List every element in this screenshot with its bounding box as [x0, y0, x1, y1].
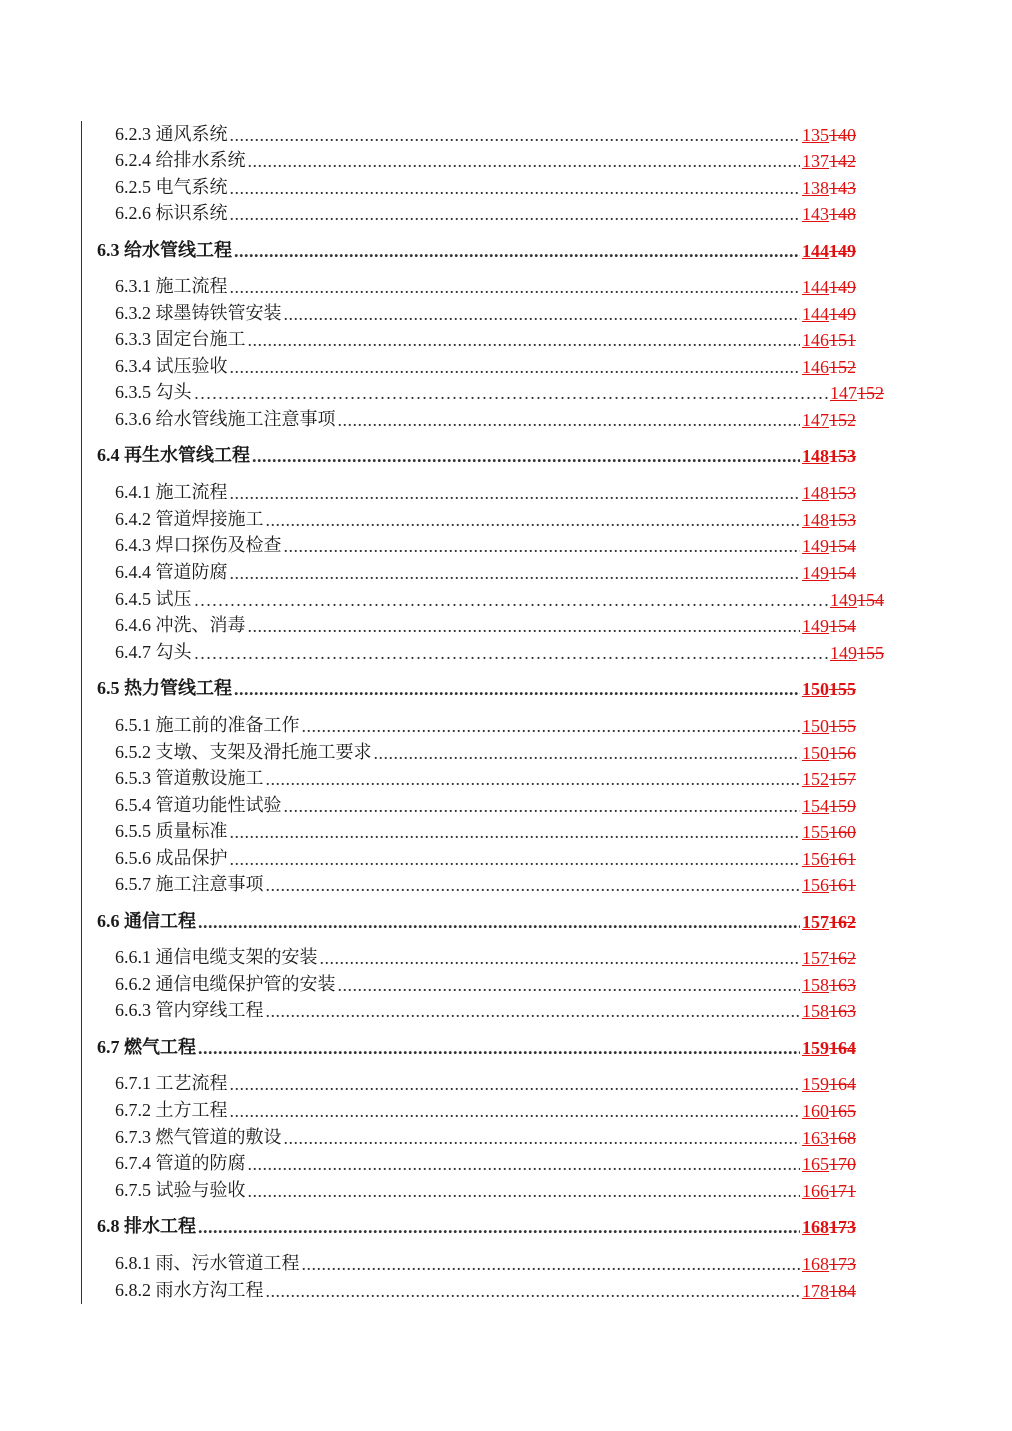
- toc-subsection-entry[interactable]: [115, 301, 856, 325]
- toc-dot-leader: [320, 948, 801, 969]
- deleted-page-number: 160: [829, 822, 856, 842]
- inserted-page-number: 178: [802, 1281, 829, 1301]
- toc-entry-title: 6.4 再生水管线工程: [97, 445, 250, 465]
- toc-page-number[interactable]: [802, 1101, 856, 1122]
- toc-page-number[interactable]: [802, 912, 856, 933]
- deleted-page-number: 171: [829, 1181, 856, 1201]
- toc-page-number[interactable]: [802, 679, 856, 700]
- toc-entry-title: 6.5.5 质量标准: [115, 821, 228, 841]
- toc-dot-leader: [230, 204, 801, 225]
- toc-section-entry[interactable]: [97, 909, 856, 933]
- inserted-page-number: 135: [802, 125, 829, 145]
- deleted-page-number: 163: [829, 975, 856, 995]
- inserted-page-number: 165: [802, 1154, 829, 1174]
- deleted-page-number: 148: [829, 204, 856, 224]
- toc-page-number[interactable]: [802, 277, 856, 298]
- inserted-page-number: 152: [802, 769, 829, 789]
- toc-entry-title: 6.8 排水工程: [97, 1216, 196, 1236]
- toc-page-number[interactable]: [802, 330, 856, 351]
- inserted-page-number: 149: [830, 643, 857, 663]
- toc-page-number[interactable]: [802, 849, 856, 870]
- toc-page-number[interactable]: [802, 716, 856, 737]
- inserted-page-number: 150: [802, 716, 829, 736]
- toc-subsection-entry[interactable]: [115, 122, 856, 146]
- deleted-page-number: 155: [857, 643, 884, 663]
- deleted-page-number: 151: [829, 330, 856, 350]
- toc-page-number[interactable]: [802, 1181, 856, 1202]
- toc-entry-title: 6.5.3 管道敷设施工: [115, 768, 264, 788]
- deleted-page-number: 173: [829, 1217, 856, 1237]
- toc-entry-title: 6.2.6 标识系统: [115, 203, 228, 223]
- inserted-page-number: 137: [802, 151, 829, 171]
- toc-dot-leader: [230, 563, 801, 584]
- toc-subsection-entry[interactable]: [115, 507, 856, 531]
- deleted-page-number: 153: [829, 446, 856, 466]
- inserted-page-number: 144: [802, 241, 829, 261]
- toc-subsection-entry[interactable]: [115, 1251, 856, 1275]
- toc-page-number[interactable]: [802, 796, 856, 817]
- inserted-page-number: 163: [802, 1128, 829, 1148]
- toc-dot-leader: [230, 178, 801, 199]
- toc-entry-title: 6.3.2 球墨铸铁管安装: [115, 303, 282, 323]
- toc-entry-title: 6.5 热力管线工程: [97, 678, 232, 698]
- toc-page-number[interactable]: [802, 1281, 856, 1302]
- deleted-page-number: 152: [857, 383, 884, 403]
- toc-subsection-entry[interactable]: [115, 1125, 856, 1149]
- toc-page-number[interactable]: [802, 1038, 856, 1059]
- toc-dot-leader: [194, 383, 829, 404]
- inserted-page-number: 158: [802, 1001, 829, 1021]
- toc-subsection-entry[interactable]: [115, 740, 856, 764]
- inserted-page-number: 168: [802, 1217, 829, 1237]
- deleted-page-number: 149: [829, 277, 856, 297]
- inserted-page-number: 144: [802, 304, 829, 324]
- toc-entry-title: 6.2.5 电气系统: [115, 177, 228, 197]
- inserted-page-number: 160: [802, 1101, 829, 1121]
- inserted-page-number: 146: [802, 330, 829, 350]
- toc-subsection-entry[interactable]: [115, 998, 856, 1022]
- deleted-page-number: 154: [829, 563, 856, 583]
- toc-subsection-entry[interactable]: [115, 613, 856, 637]
- inserted-page-number: 155: [802, 822, 829, 842]
- toc-dot-leader: [198, 1217, 800, 1238]
- toc-entry-title: 6.7.3 燃气管道的敷设: [115, 1127, 282, 1147]
- toc-subsection-entry[interactable]: [115, 201, 856, 225]
- deleted-page-number: 162: [829, 948, 856, 968]
- toc-entry-title: 6.4.4 管道防腐: [115, 562, 228, 582]
- inserted-page-number: 147: [802, 410, 829, 430]
- deleted-page-number: 159: [829, 796, 856, 816]
- toc-page-number[interactable]: [802, 769, 856, 790]
- toc-page-number[interactable]: [802, 563, 856, 584]
- deleted-page-number: 149: [829, 304, 856, 324]
- toc-entry-title: 6.3.6 给水管线施工注意事项: [115, 409, 336, 429]
- toc-page-number[interactable]: [830, 383, 884, 404]
- toc-page-number[interactable]: [802, 616, 856, 637]
- toc-subsection-entry[interactable]: [115, 354, 856, 378]
- deleted-page-number: 170: [829, 1154, 856, 1174]
- toc-entry-title: 6.7.4 管道的防腐: [115, 1153, 246, 1173]
- deleted-page-number: 162: [829, 912, 856, 932]
- toc-page-number[interactable]: [802, 1128, 856, 1149]
- deleted-page-number: 164: [829, 1038, 856, 1058]
- toc-dot-leader: [374, 743, 801, 764]
- toc-dot-leader: [230, 483, 801, 504]
- toc-entry-title: 6.3.1 施工流程: [115, 276, 228, 296]
- deleted-page-number: 168: [829, 1128, 856, 1148]
- toc-dot-leader: [234, 679, 800, 700]
- toc-dot-leader: [248, 151, 801, 172]
- inserted-page-number: 154: [802, 796, 829, 816]
- toc-entry-title: 6.7.1 工艺流程: [115, 1073, 228, 1093]
- deleted-page-number: 157: [829, 769, 856, 789]
- toc-dot-leader: [284, 536, 801, 557]
- inserted-page-number: 156: [802, 875, 829, 895]
- toc-page-number[interactable]: [802, 743, 856, 764]
- deleted-page-number: 153: [829, 483, 856, 503]
- inserted-page-number: 147: [830, 383, 857, 403]
- toc-page-number[interactable]: [802, 304, 856, 325]
- toc-page-number[interactable]: [802, 1154, 856, 1175]
- toc-dot-leader: [234, 241, 800, 262]
- toc-dot-leader: [266, 1001, 801, 1022]
- deleted-page-number: 161: [829, 849, 856, 869]
- toc-dot-leader: [266, 1281, 801, 1302]
- toc-subsection-entry[interactable]: [115, 640, 884, 664]
- inserted-page-number: 159: [802, 1038, 829, 1058]
- inserted-page-number: 157: [802, 912, 829, 932]
- inserted-page-number: 146: [802, 357, 829, 377]
- toc-page-number[interactable]: [802, 536, 856, 557]
- toc-page-number[interactable]: [802, 357, 856, 378]
- toc-subsection-entry[interactable]: [115, 407, 856, 431]
- toc-subsection-entry[interactable]: [115, 793, 856, 817]
- inserted-page-number: 149: [830, 590, 857, 610]
- toc-section-entry[interactable]: [97, 1035, 856, 1059]
- toc-dot-leader: [248, 330, 801, 351]
- toc-subsection-entry[interactable]: [115, 380, 884, 404]
- toc-dot-leader: [230, 1101, 801, 1122]
- toc-entry-title: 6.4.5 试压: [115, 589, 192, 609]
- toc-dot-leader: [194, 643, 829, 664]
- toc-dot-leader: [248, 1181, 801, 1202]
- toc-page-number[interactable]: [802, 241, 856, 262]
- inserted-page-number: 143: [802, 204, 829, 224]
- toc-dot-leader: [338, 975, 801, 996]
- deleted-page-number: 152: [829, 357, 856, 377]
- toc-dot-leader: [284, 304, 801, 325]
- toc-section-entry[interactable]: [97, 238, 856, 262]
- toc-page-number[interactable]: [802, 875, 856, 896]
- inserted-page-number: 148: [802, 483, 829, 503]
- toc-dot-leader: [266, 769, 801, 790]
- toc-subsection-entry[interactable]: [115, 819, 856, 843]
- deleted-page-number: 184: [829, 1281, 856, 1301]
- toc-page-number[interactable]: [802, 1074, 856, 1095]
- inserted-page-number: 138: [802, 178, 829, 198]
- toc-dot-leader: [230, 849, 801, 870]
- toc-entry-title: 6.2.4 给排水系统: [115, 150, 246, 170]
- toc-page-number[interactable]: [802, 125, 856, 146]
- toc-page-number[interactable]: [802, 1217, 856, 1238]
- inserted-page-number: 150: [802, 743, 829, 763]
- toc-page-number[interactable]: [802, 822, 856, 843]
- toc-dot-leader: [230, 277, 801, 298]
- toc-entry-title: 6.5.7 施工注意事项: [115, 874, 264, 894]
- deleted-page-number: 155: [829, 716, 856, 736]
- toc-entry-title: 6.5.2 支墩、支架及滑托施工要求: [115, 742, 372, 762]
- toc-dot-leader: [284, 1128, 801, 1149]
- toc-entry-title: 6.6.1 通信电缆支架的安装: [115, 947, 318, 967]
- toc-entry-title: 6.3 给水管线工程: [97, 240, 232, 260]
- toc-entry-title: 6.5.6 成品保护: [115, 848, 228, 868]
- deleted-page-number: 152: [829, 410, 856, 430]
- toc-subsection-entry[interactable]: [115, 327, 856, 351]
- toc-page-number[interactable]: [802, 1001, 856, 1022]
- toc-entry-title: 6.7.2 土方工程: [115, 1100, 228, 1120]
- inserted-page-number: 156: [802, 849, 829, 869]
- toc-entry-title: 6.7.5 试验与验收: [115, 1180, 246, 1200]
- inserted-page-number: 168: [802, 1254, 829, 1274]
- toc-subsection-entry[interactable]: [115, 766, 856, 790]
- toc-dot-leader: [284, 796, 801, 817]
- inserted-page-number: 148: [802, 510, 829, 530]
- toc-page-number[interactable]: [802, 446, 856, 467]
- toc-entry-title: 6.7 燃气工程: [97, 1037, 196, 1057]
- deleted-page-number: 163: [829, 1001, 856, 1021]
- toc-subsection-entry[interactable]: [115, 872, 856, 896]
- toc-subsection-entry[interactable]: [115, 148, 856, 172]
- toc-page-number[interactable]: [802, 410, 856, 431]
- toc-subsection-entry[interactable]: [115, 560, 856, 584]
- deleted-page-number: 154: [857, 590, 884, 610]
- toc-subsection-entry[interactable]: [115, 480, 856, 504]
- toc-entry-title: 6.3.3 固定台施工: [115, 329, 246, 349]
- inserted-page-number: 157: [802, 948, 829, 968]
- toc-dot-leader: [266, 510, 801, 531]
- toc-entry-title: 6.6.3 管内穿线工程: [115, 1000, 264, 1020]
- toc-entry-title: 6.4.6 冲洗、消毒: [115, 615, 246, 635]
- toc-dot-leader: [338, 410, 801, 431]
- toc-entry-title: 6.6 通信工程: [97, 911, 196, 931]
- toc-subsection-entry[interactable]: [115, 533, 856, 557]
- deleted-page-number: 164: [829, 1074, 856, 1094]
- deleted-page-number: 154: [829, 616, 856, 636]
- inserted-page-number: 159: [802, 1074, 829, 1094]
- toc-entry-title: 6.4.3 焊口探伤及检查: [115, 535, 282, 555]
- toc-subsection-entry[interactable]: [115, 1098, 856, 1122]
- toc-dot-leader: [302, 1254, 801, 1275]
- inserted-page-number: 149: [802, 616, 829, 636]
- toc-page-number[interactable]: [802, 975, 856, 996]
- toc-entry-title: 6.3.5 勾头: [115, 382, 192, 402]
- deleted-page-number: 142: [829, 151, 856, 171]
- toc-entry-title: 6.5.4 管道功能性试验: [115, 795, 282, 815]
- toc-subsection-entry[interactable]: [115, 274, 856, 298]
- inserted-page-number: 166: [802, 1181, 829, 1201]
- toc-page-number[interactable]: [830, 590, 884, 611]
- inserted-page-number: 150: [802, 679, 829, 699]
- deleted-page-number: 155: [829, 679, 856, 699]
- toc-dot-leader: [230, 1074, 801, 1095]
- toc-dot-leader: [252, 446, 800, 467]
- toc-entry-title: 6.3.4 试压验收: [115, 356, 228, 376]
- toc-entry-title: 6.8.1 雨、污水管道工程: [115, 1253, 300, 1273]
- toc-subsection-entry[interactable]: [115, 1278, 856, 1302]
- toc-entry-title: 6.5.1 施工前的准备工作: [115, 715, 300, 735]
- revision-change-bar: [81, 121, 82, 1304]
- toc-page-number[interactable]: [830, 643, 884, 664]
- toc-section-entry[interactable]: [97, 1214, 856, 1238]
- toc-section-entry[interactable]: [97, 443, 856, 467]
- toc-page-number[interactable]: [802, 204, 856, 225]
- toc-dot-leader: [248, 616, 801, 637]
- toc-subsection-entry[interactable]: [115, 175, 856, 199]
- toc-entry-title: 6.2.3 通风系统: [115, 124, 228, 144]
- toc-dot-leader: [248, 1154, 801, 1175]
- toc-page-number[interactable]: [802, 178, 856, 199]
- toc-dot-leader: [230, 822, 801, 843]
- toc-entry-title: 6.8.2 雨水方沟工程: [115, 1280, 264, 1300]
- toc-subsection-entry[interactable]: [115, 846, 856, 870]
- toc-page-number[interactable]: [802, 948, 856, 969]
- inserted-page-number: 149: [802, 536, 829, 556]
- deleted-page-number: 153: [829, 510, 856, 530]
- toc-section-entry[interactable]: [97, 676, 856, 700]
- inserted-page-number: 149: [802, 563, 829, 583]
- inserted-page-number: 148: [802, 446, 829, 466]
- toc-page-number[interactable]: [802, 151, 856, 172]
- deleted-page-number: 140: [829, 125, 856, 145]
- toc-subsection-entry[interactable]: [115, 1151, 856, 1175]
- inserted-page-number: 144: [802, 277, 829, 297]
- toc-dot-leader: [302, 716, 801, 737]
- toc-subsection-entry[interactable]: [115, 1178, 856, 1202]
- toc-entry-title: 6.4.1 施工流程: [115, 482, 228, 502]
- deleted-page-number: 149: [829, 241, 856, 261]
- toc-page-number[interactable]: [802, 1254, 856, 1275]
- toc-page-number[interactable]: [802, 510, 856, 531]
- toc-dot-leader: [266, 875, 801, 896]
- inserted-page-number: 158: [802, 975, 829, 995]
- deleted-page-number: 161: [829, 875, 856, 895]
- toc-entry-title: 6.4.2 管道焊接施工: [115, 509, 264, 529]
- toc-entry-title: 6.6.2 通信电缆保护管的安装: [115, 974, 336, 994]
- deleted-page-number: 165: [829, 1101, 856, 1121]
- toc-subsection-entry[interactable]: [115, 972, 856, 996]
- toc-subsection-entry[interactable]: [115, 713, 856, 737]
- toc-dot-leader: [230, 125, 801, 146]
- toc-dot-leader: [230, 357, 801, 378]
- toc-dot-leader: [198, 912, 800, 933]
- toc-dot-leader: [198, 1038, 800, 1059]
- toc-dot-leader: [194, 590, 829, 611]
- deleted-page-number: 156: [829, 743, 856, 763]
- toc-page-number[interactable]: [802, 483, 856, 504]
- toc-subsection-entry[interactable]: [115, 1071, 856, 1095]
- toc-subsection-entry[interactable]: [115, 945, 856, 969]
- deleted-page-number: 143: [829, 178, 856, 198]
- deleted-page-number: 173: [829, 1254, 856, 1274]
- toc-entry-title: 6.4.7 勾头: [115, 642, 192, 662]
- toc-subsection-entry[interactable]: [115, 587, 884, 611]
- deleted-page-number: 154: [829, 536, 856, 556]
